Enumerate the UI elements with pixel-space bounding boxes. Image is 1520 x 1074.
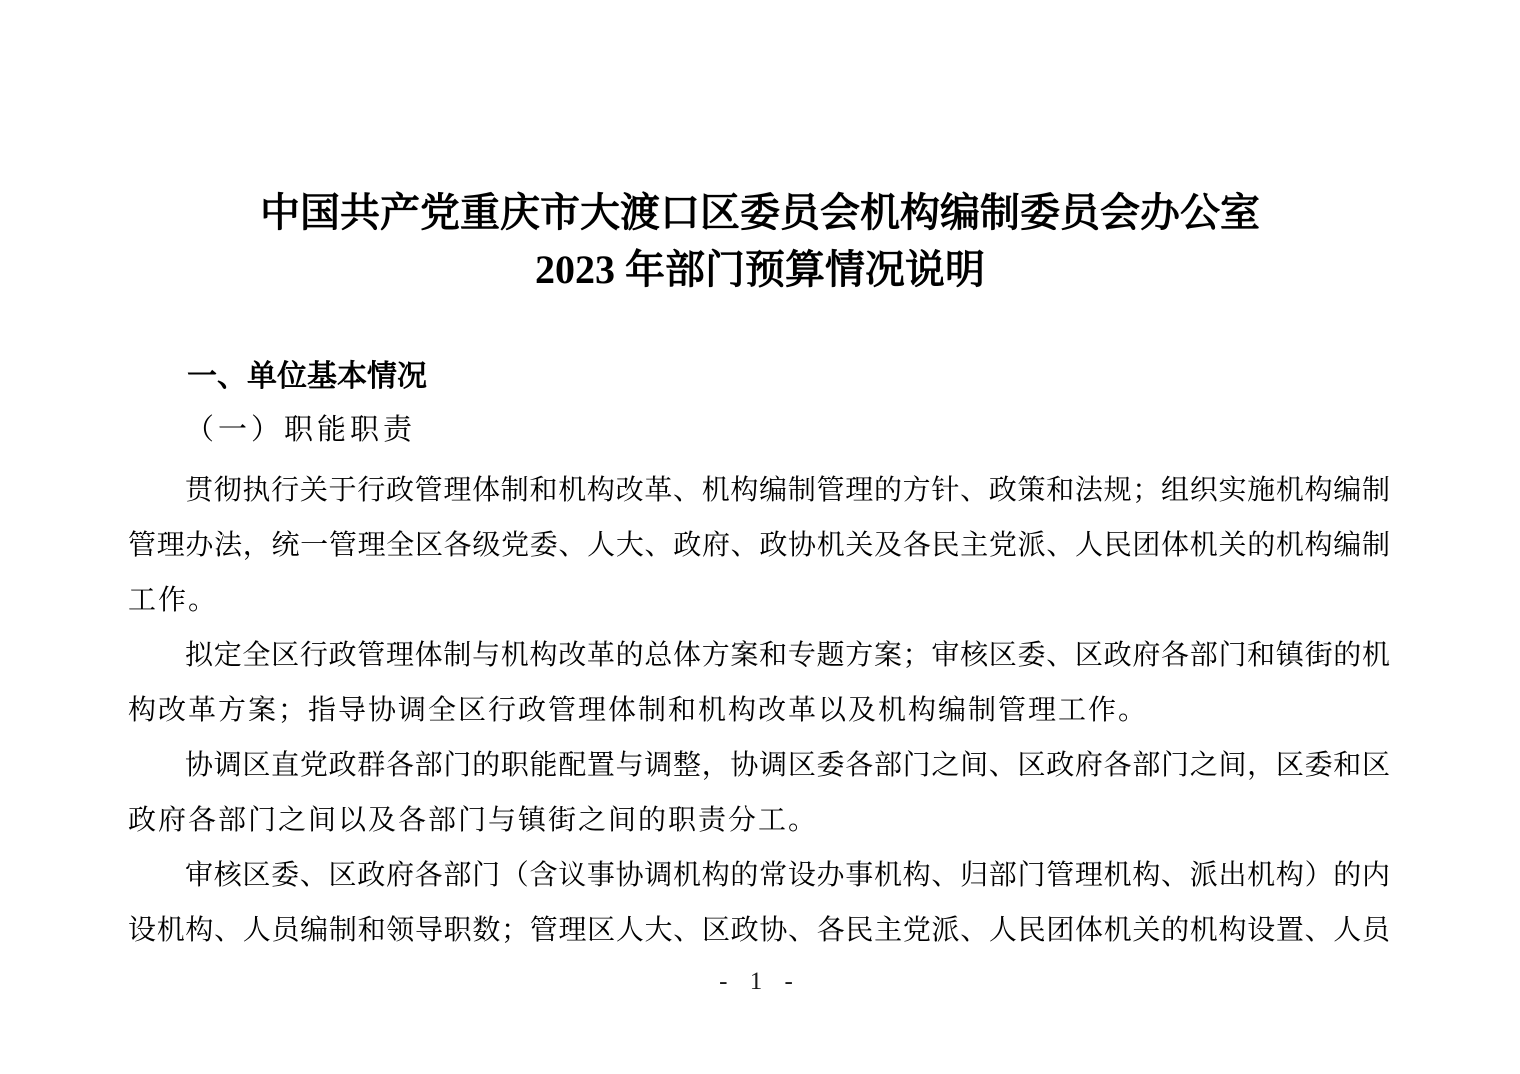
body-line: 构改革方案；指导协调全区行政管理体制和机构改革以及机构编制管理工作。 bbox=[128, 695, 1149, 726]
body-line: 政府各部门之间以及各部门与镇街之间的职责分工。 bbox=[128, 805, 819, 836]
body-line: 贯彻执行关于行政管理体制和机构改革、机构编制管理的方针、政策和法规；组织实施机构编制 bbox=[185, 475, 1390, 506]
body-line: 管理办法，统一管理全区各级党委、人大、政府、政协机关及各民主党派、人民团体机关的机构编制 bbox=[128, 530, 1390, 561]
body-line: 审核区委、区政府各部门（含议事协调机构的常设办事机构、归部门管理机构、派出机构）的内 bbox=[185, 860, 1390, 891]
subsection-heading-duties: （一）职能职责 bbox=[185, 414, 417, 446]
body-line: 工作。 bbox=[128, 585, 219, 616]
body-line: 协调区直党政群各部门的职能配置与调整，协调区委各部门之间、区政府各部门之间，区委和区 bbox=[185, 750, 1390, 781]
document-title-line-2: 2023 年部门预算情况说明 bbox=[535, 247, 985, 292]
document-title-line-1: 中国共产党重庆市大渡口区委员会机构编制委员会办公室 bbox=[260, 190, 1260, 235]
section-heading-basic-info: 一、单位基本情况 bbox=[187, 360, 427, 393]
document-title bbox=[0, 184, 1520, 298]
body-line: 拟定全区行政管理体制与机构改革的总体方案和专题方案；审核区委、区政府各部门和镇街的机 bbox=[185, 640, 1390, 671]
body-line: 设机构、人员编制和领导职数；管理区人大、区政协、各民主党派、人民团体机关的机构设置、人员 bbox=[128, 915, 1390, 946]
body-text bbox=[128, 463, 1390, 958]
page-number: - 1 - bbox=[719, 968, 801, 995]
